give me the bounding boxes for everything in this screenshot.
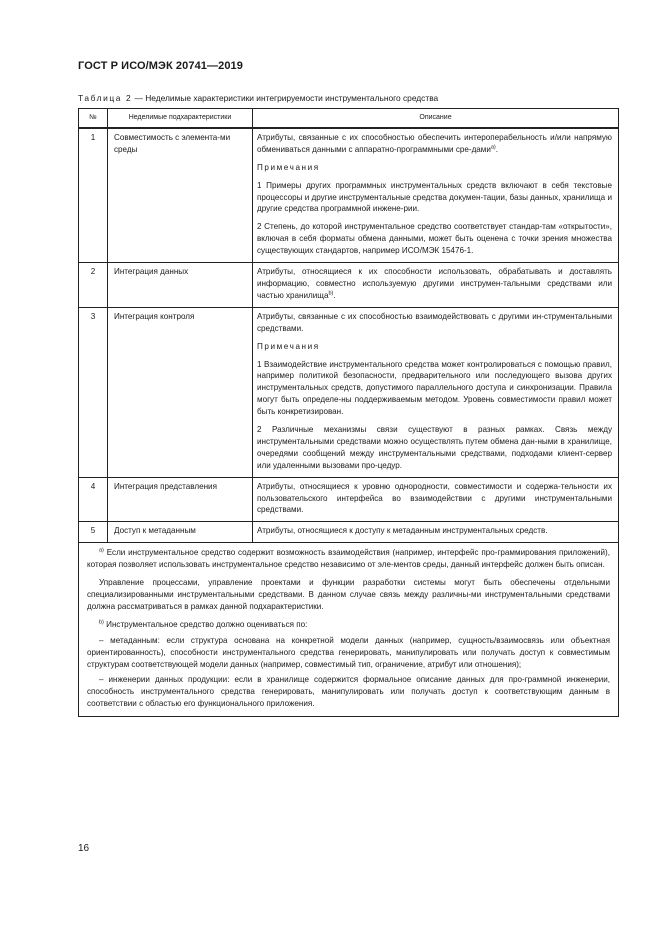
subcharacteristic-name: Совместимость с элемента-ми среды [108, 128, 253, 263]
footnote-ref-b: b) [328, 290, 334, 297]
description-text: Атрибуты, относящиеся к доступу к метаданным инструментальных средств. [257, 526, 548, 536]
column-header-subcharacteristic: Неделимые подхарактеристики [108, 109, 253, 128]
subcharacteristic-name: Интеграция контроля [108, 307, 253, 477]
description-cell [253, 263, 619, 308]
footnotes-cell [79, 543, 619, 717]
footnote-a: $^{a)}$ Если инструментальное средство содержит возможность взаимодействия (например, интерфейс про-граммирования приложений), которая позволяет использовать инструментальное средство независимо от эле-ментов среды, данный интерфейс должен быть описан. [87, 547, 610, 570]
footnote-b: $^{b)}$ Инструментальное средство должно оцениваться по: [99, 619, 308, 629]
row-number: 5 [79, 522, 108, 543]
footnote-b-mark: b) [99, 619, 104, 626]
footnote-ref-a: a) [490, 144, 496, 151]
table-caption-label: Таблица 2 [78, 93, 133, 103]
note-item: 2 Степень, до которой инструментальное средство соответствует стандар-там «открытости», включая в себя форматы обмена данными, может быть оценена с точки зрения множества существующих стандартов, например ИСО/МЭК 15476-1. [257, 222, 612, 256]
column-header-number: № [79, 109, 108, 128]
table-header-row [79, 109, 619, 128]
footnotes-row [79, 543, 619, 717]
subcharacteristic-name: Интеграция представления [108, 477, 253, 522]
subcharacteristic-name: Доступ к метаданным [108, 522, 253, 543]
description-text: Атрибуты, связанные с их способностью взаимодействовать с другими ин-струментальными средствами. [257, 311, 612, 333]
document-id: ГОСТ Р ИСО/МЭК 20741—2019 [78, 60, 243, 72]
note-item: 1 Взаимодействие инструментального средства может контролироваться с помощью правил, например политикой безопасности, предварительного или последующего вызова других инструментальных средств, допустимого параллельного доступа и синхронизации. Правила могут быть определе-ны поддерживаемым методом. Уровень совместимости правил может быть конкретизирован. [257, 359, 612, 417]
subcharacteristic-name: Интеграция данных [108, 263, 253, 308]
row-number: 4 [79, 477, 108, 522]
description-cell [253, 477, 619, 522]
note-item: 1 Примеры других программных инструментальных средств включают в себя текстовые процессоры и другие инструментальные средства докумен-тации, базы данных, хранилища и другие средства программной инжене-рии. [257, 180, 612, 214]
footnote-process-management: Управление процессами, управление проектами и функции разработки системы могут быть обеспечены отдельными специализированными инструментальными средствами. В данном случае связь между различны-ми инструментальными средствами должна рассматриваться в рамках данной подхарактеристики. [87, 578, 610, 611]
notes-heading: Примечания [257, 341, 320, 351]
description-text: Атрибуты, связанные с их способностью обеспечить интероперабельность и/или напрямую обмениваться данными с аппаратно-программными сре-дами$^{a)}$. [257, 132, 612, 154]
characteristics-table [78, 108, 619, 717]
description-cell [253, 307, 619, 477]
table-caption-text: — Неделимые характеристики интегрируемости инструментального средства [132, 93, 439, 103]
description-text: Атрибуты, относящиеся к их способности использовать, обрабатывать и доставлять информацию, совместно используемую другими инструмен-тальными средствами или частью хранилища$^{b)}$. [257, 267, 612, 300]
footnote-b-item: – инженерии данных продукции: если в хранилище содержится формальное описание данных для про-граммной инженерии, способность инструментального средства генерировать, манипулировать или получать доступ к соответствующим данным в соответствии с областью его функционального приложения. [87, 675, 610, 709]
table-row [79, 128, 619, 263]
column-header-description: Описание [253, 109, 619, 128]
table-container [78, 108, 618, 717]
row-number: 1 [79, 128, 108, 263]
description-cell [253, 522, 619, 543]
description-text: Атрибуты, относящиеся к уровню однородности, совместимости и содержа-тельности их пользовательского интерфейса во взаимодействии с другими инструментальными средствами. [257, 481, 612, 515]
table-row [79, 263, 619, 308]
footnote-b-item: – метаданным: если структура основана на конкретной модели данных (например, сущность/взаимосвязь или объектная ориентированность), способности инструментального средства генерировать, манипулировать или получать доступ к совместимым структурам соответствующей модели данных (например, совместимый тип, ограничение, атрибут или отношения); [87, 635, 610, 669]
table-row [79, 522, 619, 543]
footnote-a-mark: a) [99, 547, 104, 554]
row-number: 2 [79, 263, 108, 308]
table-caption [78, 93, 438, 103]
note-item: 2 Различные механизмы связи существуют в разных рамках. Связь между инструментальными средствами можно осуществлять путем обмена дан-ными в хранилище, очередями сообщений между инструментальными средствами, подходами клиент-сервер или удаленными вызовами про-цедур. [257, 425, 612, 470]
page-number: 16 [78, 843, 90, 854]
table-row [79, 477, 619, 522]
notes-heading: Примечания [257, 162, 320, 172]
table-row [79, 307, 619, 477]
description-cell [253, 128, 619, 263]
row-number: 3 [79, 307, 108, 477]
